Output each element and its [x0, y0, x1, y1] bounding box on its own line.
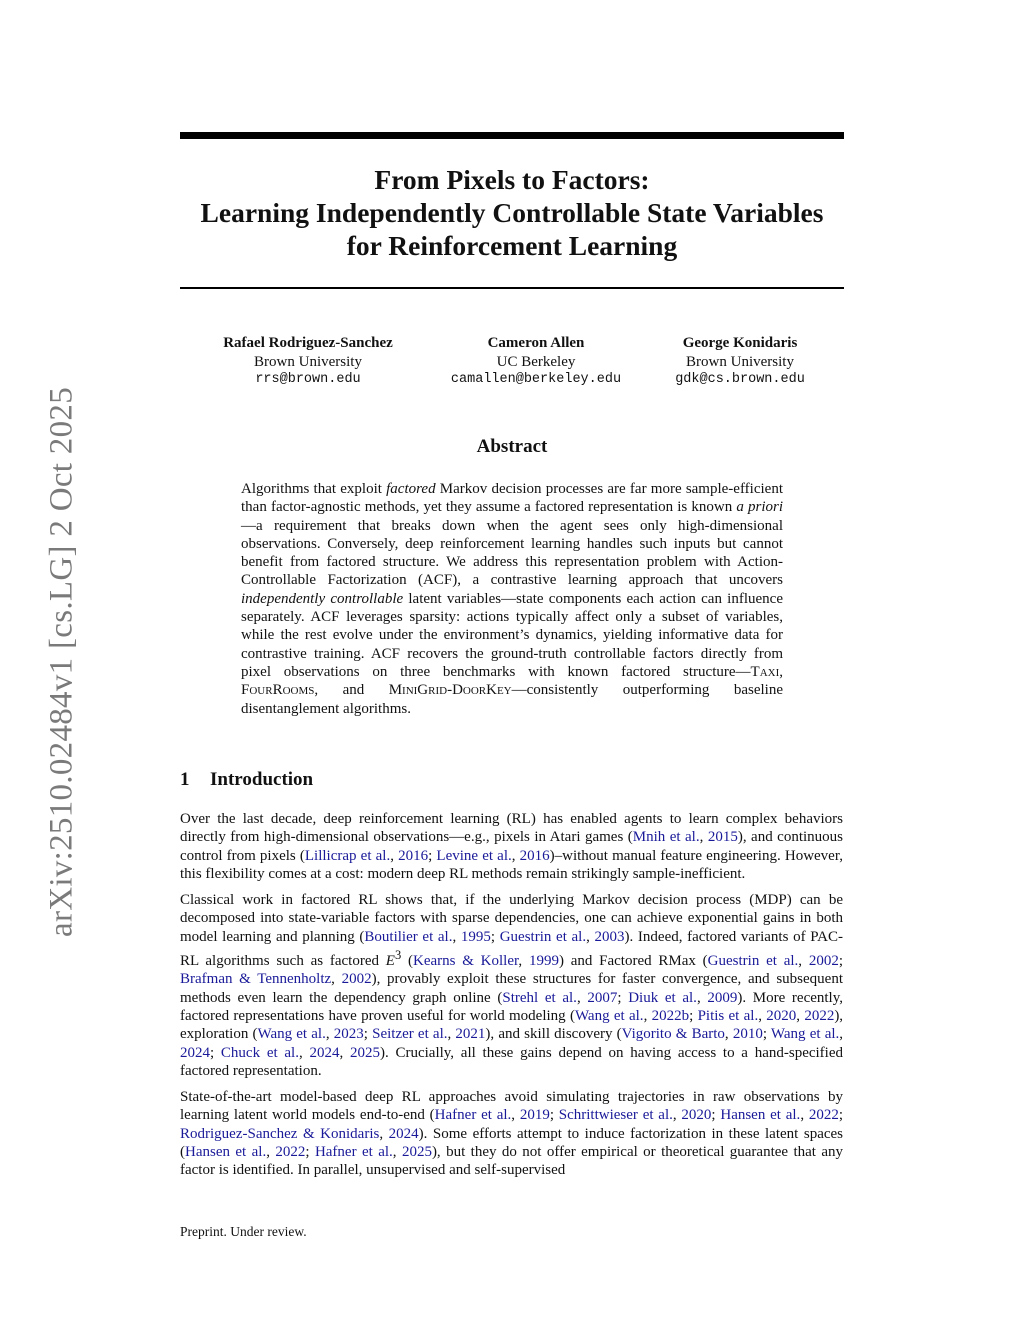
- abstract-heading: Abstract: [476, 436, 548, 457]
- text: ;: [490, 928, 500, 945]
- text: ;: [689, 1007, 698, 1024]
- text: ,: [800, 1107, 809, 1124]
- text: ;: [711, 1107, 721, 1124]
- citation-link[interactable]: 2015: [707, 829, 738, 846]
- citation-link[interactable]: 2019: [519, 1107, 550, 1124]
- text: Over the last decade, deep reinforcement learning (RL) has enabled agents to learn complex behaviors directly from high-dimensional observations—e.g., pixels in Atari games (: [180, 811, 843, 846]
- author-block-2: [436, 334, 636, 390]
- citation-link[interactable]: Schrittwieser et al.: [558, 1107, 673, 1124]
- author-email[interactable]: gdk@cs.brown.edu: [675, 372, 805, 387]
- paper-title: [180, 163, 844, 262]
- citation-link[interactable]: Hansen et al.: [720, 1107, 801, 1124]
- citation-link[interactable]: Pitis et al.: [697, 1007, 759, 1024]
- abstract-text: —a requirement that breaks down when the agent sees only high-dimensional observations. Conversely, deep reinforcement learning handles such inputs but cannot benefit from factored structure. We address this representation problem with Action-Controllable Factorization (ACF), a contrastive learning approach that uncovers: [241, 517, 783, 589]
- intro-paragraph-1: [180, 810, 843, 883]
- benchmark-name: MiniGrid-DoorKey: [388, 682, 512, 699]
- citation-link[interactable]: Hafner et al.: [434, 1107, 512, 1124]
- text: ,: [447, 1026, 456, 1043]
- text: ,: [392, 1144, 402, 1161]
- citation-link[interactable]: 1999: [528, 953, 559, 970]
- text: ;: [428, 847, 437, 864]
- text: ,: [298, 1044, 310, 1061]
- text: ,: [379, 1125, 389, 1142]
- benchmark-name: Taxi: [750, 663, 780, 680]
- author-affiliation: Brown University: [254, 353, 362, 370]
- citation-link[interactable]: Seitzer et al.: [372, 1026, 448, 1043]
- author-name: Rafael Rodriguez-Sanchez: [223, 335, 393, 351]
- citation-link[interactable]: 2020: [681, 1107, 712, 1124]
- author-email[interactable]: rrs@brown.edu: [255, 372, 361, 387]
- title-line-1: From Pixels to Factors:: [374, 164, 650, 195]
- abstract-text: Algorithms that exploit: [241, 481, 387, 497]
- citation-link[interactable]: Mnih et al.: [632, 829, 700, 846]
- text: ,: [390, 847, 399, 864]
- text: ), and continuous control from pixels (: [180, 829, 844, 864]
- title-top-rule: [180, 132, 844, 139]
- text: Classical work in factored RL shows that, if the underlying Markov decision process (MDP) can be decomposed into state-variable factors with sparse dependencies, one can achieve exponential gains in both model learning and planning (: [180, 892, 843, 945]
- text: ,: [339, 1044, 350, 1061]
- section-title: Introduction: [210, 769, 314, 790]
- citation-link[interactable]: Guestrin et al.: [707, 953, 799, 970]
- author-block-1: [208, 334, 408, 390]
- section-number: 1: [180, 769, 190, 790]
- text: ). Indeed, factored variants of PAC-RL algorithms such as factored: [180, 928, 844, 970]
- author-affiliation: UC Berkeley: [496, 353, 576, 370]
- text: ,: [699, 829, 708, 846]
- text: ,: [758, 1007, 767, 1024]
- text: ,: [724, 1026, 733, 1043]
- text: ,: [511, 1107, 520, 1124]
- arxiv-stamp: arXiv:2510.02484v1 [cs.LG] 2 Oct 2025: [43, 386, 80, 938]
- intro-paragraph-3: [180, 1088, 843, 1179]
- text: ;: [617, 989, 629, 1006]
- citation-link[interactable]: Guestrin et al.: [499, 928, 587, 945]
- text: ,: [266, 1144, 276, 1161]
- text: State-of-the-art model-based deep RL approaches avoid simulating trajectories in raw observations by learning latent world models end-to-end (: [180, 1089, 843, 1124]
- text: ). Crucially, all these gains depend on having access to a hand-specified factored representation.: [180, 1044, 844, 1079]
- abstract-emphasis: a priori: [736, 499, 783, 516]
- citation-link[interactable]: Levine et al.: [436, 847, 512, 864]
- text: ,: [331, 971, 342, 988]
- citation-link[interactable]: 2025: [349, 1044, 380, 1061]
- citation-link[interactable]: 2009: [707, 989, 738, 1006]
- text: ;: [549, 1107, 559, 1124]
- text: ) and Factored RMax (: [558, 953, 708, 970]
- citation-link[interactable]: 2003: [594, 928, 625, 945]
- math-superscript: 3: [394, 948, 402, 963]
- text: ,: [798, 953, 809, 970]
- text: ;: [762, 1026, 771, 1043]
- citation-link[interactable]: Strehl et al.: [502, 989, 577, 1006]
- citation-link[interactable]: Chuck et al.: [220, 1044, 299, 1061]
- text: ). More recently, factored representations have proven useful for world modeling (: [180, 989, 844, 1024]
- citation-link[interactable]: 2010: [732, 1026, 763, 1043]
- citation-link[interactable]: Wang et al.: [770, 1026, 840, 1043]
- text: ). Some efforts attempt to induce factorization in these latent spaces (: [180, 1125, 844, 1161]
- text: ,: [672, 1107, 682, 1124]
- text: ,: [576, 989, 588, 1006]
- text: ;: [305, 1144, 315, 1161]
- citation-link[interactable]: 2024: [180, 1044, 210, 1061]
- text: ,: [452, 928, 461, 945]
- section-heading-introduction: [180, 769, 313, 791]
- citation-link[interactable]: 2007: [587, 989, 618, 1006]
- abstract-text: ,: [779, 663, 783, 680]
- citation-link[interactable]: Rodriguez-Sanchez & Konidaris: [180, 1125, 380, 1142]
- text: ), and skill discovery (: [485, 1026, 622, 1043]
- author-name: George Konidaris: [682, 335, 798, 351]
- text: ,: [518, 953, 529, 970]
- abstract-emphasis: factored: [386, 481, 436, 497]
- citation-link[interactable]: 2002: [808, 953, 839, 970]
- citation-link[interactable]: Brafman & Tennenholtz: [180, 971, 332, 988]
- citation-link[interactable]: Wang et al.: [257, 1026, 326, 1043]
- citation-link[interactable]: 2021: [455, 1026, 486, 1043]
- citation-link[interactable]: 2002: [341, 971, 372, 988]
- text: )–without manual feature engineering. However, this flexibility comes at a cost: modern deep RL methods remain strikingly sample-inefficient.: [180, 847, 843, 882]
- footer-note: Preprint. Under review.: [180, 1224, 307, 1239]
- abstract-text: , and: [314, 682, 389, 699]
- math-symbol: E: [385, 953, 395, 970]
- citation-link[interactable]: Vigorito & Barto: [621, 1026, 725, 1043]
- title-line-2: Learning Independently Controllable State Variables: [200, 197, 824, 228]
- abstract-text: —consistently outperforming baseline disentanglement algorithms.: [241, 682, 783, 717]
- text: ;: [363, 1026, 373, 1043]
- abstract-emphasis: independently controllable: [241, 590, 404, 607]
- text: ), provably exploit these structures for faster convergence, and subsequent methods even learn the dependency graph online (: [180, 971, 843, 1006]
- text: ,: [511, 847, 520, 864]
- intro-paragraph-2: [180, 891, 843, 1080]
- text: ,: [696, 989, 708, 1006]
- author-name: Cameron Allen: [487, 335, 585, 351]
- text: (: [401, 953, 413, 970]
- citation-link[interactable]: Boutilier et al.: [364, 928, 453, 945]
- citation-link[interactable]: Hafner et al.: [314, 1144, 393, 1161]
- citation-link[interactable]: 2022: [804, 1007, 835, 1024]
- author-email[interactable]: camallen@berkeley.edu: [450, 372, 622, 387]
- text: ;: [210, 1044, 221, 1061]
- text: ;: [838, 1107, 844, 1124]
- citation-link[interactable]: 2020: [766, 1007, 797, 1024]
- citation-link[interactable]: Diuk et al.: [628, 989, 697, 1006]
- citation-link[interactable]: Hansen et al.: [185, 1144, 267, 1161]
- citation-link[interactable]: Lillicrap et al.: [304, 847, 391, 864]
- benchmark-name: FourRooms: [241, 682, 315, 699]
- abstract-text: Markov decision processes are far more sample-efficient than factor-agnostic methods, yet they assume a factored representation is known: [241, 481, 783, 516]
- author-block-3: [640, 334, 840, 390]
- text: ,: [839, 1026, 844, 1043]
- citation-link[interactable]: 2024: [309, 1044, 340, 1061]
- citation-link[interactable]: 2022: [808, 1107, 839, 1124]
- abstract-body: [241, 480, 783, 718]
- citation-link[interactable]: Wang et al.: [574, 1007, 644, 1024]
- introduction-body: [180, 810, 843, 1188]
- citation-link[interactable]: 2016: [519, 847, 550, 864]
- citation-link[interactable]: 1995: [460, 928, 491, 945]
- citation-link[interactable]: Kearns & Koller: [412, 953, 519, 970]
- text: ,: [325, 1026, 334, 1043]
- citation-link[interactable]: 2024: [388, 1125, 419, 1142]
- abstract-text: latent variables—state components each action can influence separately. ACF leverages sparsity: actions typically affect only a subset of variables, while the rest evolve under the environment’s dynamics, yielding informative data for contrastive training. ACF recovers the ground-truth controllable factors directly from pixel observations on three benchmarks with known factored structure—: [241, 590, 783, 680]
- text: ), exploration (: [180, 1007, 844, 1043]
- text: ;: [838, 953, 843, 970]
- citation-link[interactable]: 2023: [333, 1026, 364, 1043]
- citation-link[interactable]: 2025: [401, 1144, 432, 1161]
- text: ,: [796, 1007, 805, 1024]
- text: ,: [643, 1007, 652, 1024]
- citation-link[interactable]: 2022: [275, 1144, 306, 1161]
- citation-link[interactable]: 2022b: [651, 1007, 690, 1024]
- author-affiliation: Brown University: [686, 353, 794, 370]
- title-bottom-rule: [180, 287, 844, 289]
- text: ,: [586, 928, 595, 945]
- citation-link[interactable]: 2016: [398, 847, 429, 864]
- text: ), but they do not offer empirical or theoretical guarantee that any factor is identified. In parallel, unsupervised and self-supervised: [180, 1144, 844, 1179]
- title-line-3: for Reinforcement Learning: [346, 230, 678, 261]
